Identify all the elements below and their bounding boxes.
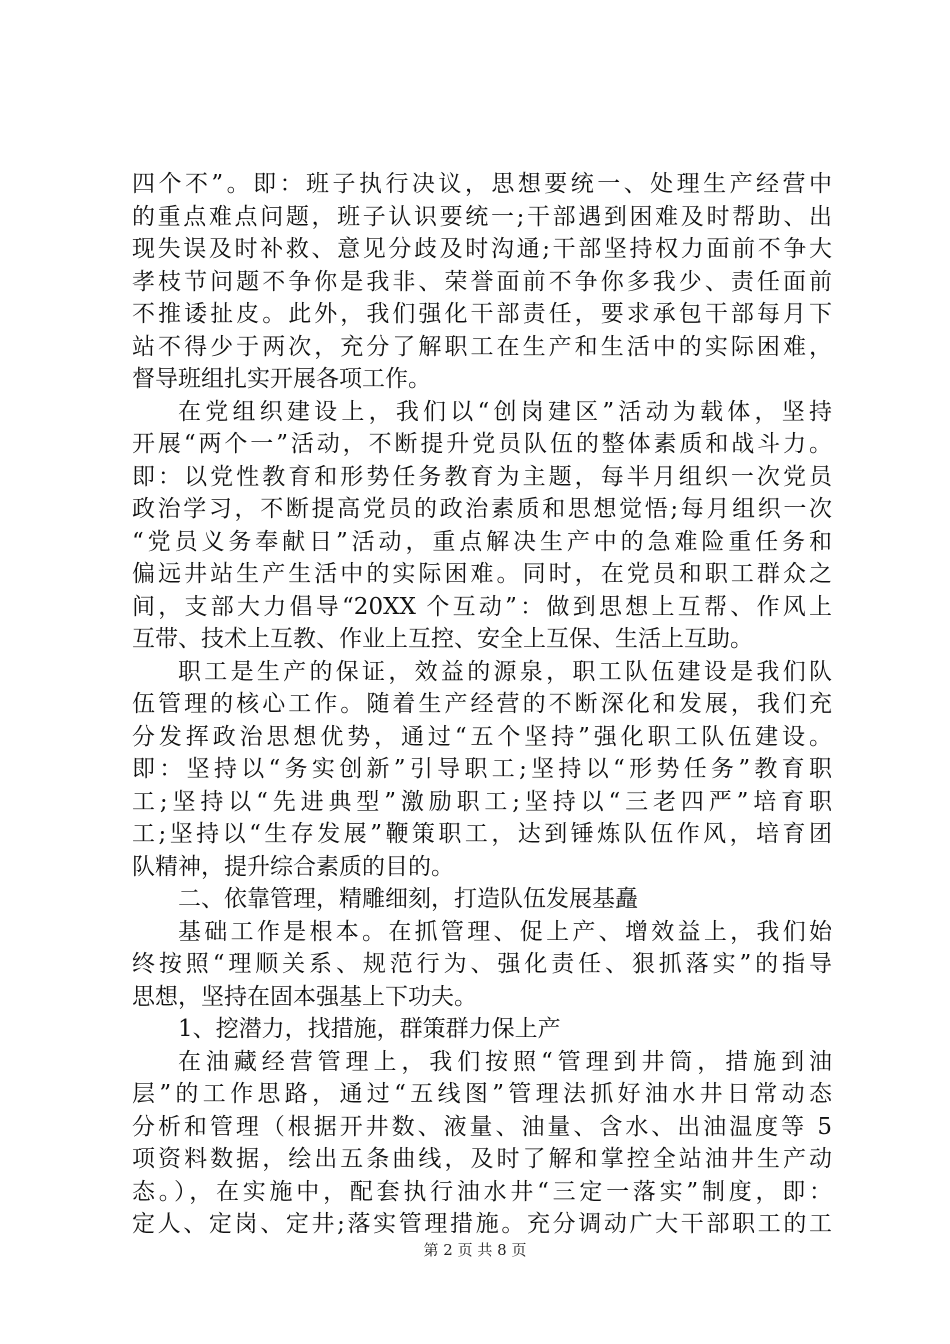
text-line: 基础工作是根本。在抓管理、促上产、增效益上，我们始 <box>178 918 832 945</box>
text-line: 项资料数据，绘出五条曲线，及时了解和掌控全站油井生产动 <box>132 1146 832 1172</box>
text-line: 职工是生产的保证，效益的源泉，职工队伍建设是我们队 <box>178 658 832 685</box>
text-line: 即：以党性教育和形势任务教育为主题，每半月组织一次党员 <box>132 463 832 490</box>
text-line: 思想，坚持在固本强基上下功夫。 <box>132 983 477 1010</box>
text-line: 伍管理的核心工作。随着生产经营的不断深化和发展，我们充 <box>132 691 832 717</box>
text-line: 终按照“理顺关系、规范行为、强化责任、狠抓落实”的指导 <box>132 951 832 977</box>
document-body <box>132 168 832 1241</box>
text-line: 在党组织建设上，我们以“创岗建区”活动为载体，坚持 <box>178 398 832 425</box>
text-line: 四个不”。即：班子执行决议，思想要统一、处理生产经营中 <box>132 171 832 197</box>
page-footer: 第 2 页 共 8 页 <box>423 1241 527 1259</box>
text-line: 站不得少于两次，充分了解职工在生产和生活中的实际困难， <box>132 333 832 360</box>
text-line: 在油藏经营管理上，我们按照“管理到井筒，措施到油 <box>178 1048 832 1075</box>
text-line: 政治学习，不断提高党员的政治素质和思想觉悟;每月组织一次 <box>132 496 832 522</box>
text-line: 分发挥政治思想优势，通过“五个坚持”强化职工队伍建设。 <box>132 723 832 750</box>
text-line: “党员义务奉献日”活动，重点解决生产中的急难险重任务和 <box>132 528 832 555</box>
text-line: 即：坚持以“务实创新”引导职工;坚持以“形势任务”教育职 <box>132 756 832 782</box>
text-line: 工;坚持以“生存发展”鞭策职工，达到锤炼队伍作风，培育团 <box>132 821 832 847</box>
text-line: 互带、技术上互教、作业上互控、安全上互保、生活上互助。 <box>132 626 753 652</box>
text-line: 现失误及时补救、意见分歧及时沟通;干部坚持权力面前不争大 <box>132 236 832 262</box>
text-line: 偏远井站生产生活中的实际困难。同时，在党员和职工群众之 <box>132 561 832 587</box>
text-line: 分析和管理（根据开井数、液量、油量、含水、出油温度等 5 <box>132 1113 832 1140</box>
text-line: 二、依靠管理，精雕细刻，打造队伍发展基矗 <box>178 886 638 912</box>
text-line: 态。），在实施中，配套执行油水井“三定一落实”制度，即： <box>132 1178 832 1205</box>
text-line: 不推诿扯皮。此外，我们强化干部责任，要求承包干部每月下 <box>132 301 832 327</box>
text-line: 层”的工作思路，通过“五线图”管理法抓好油水井日常动态 <box>132 1081 832 1107</box>
text-line: 督导班组扎实开展各项工作。 <box>132 366 431 392</box>
text-line: 1、挖潜力，找措施，群策群力保上产 <box>178 1016 561 1042</box>
text-line: 的重点难点问题，班子认识要统一;干部遇到困难及时帮助、出 <box>132 203 832 230</box>
text-line: 工;坚持以“先进典型”激励职工;坚持以“三老四严”培育职 <box>132 788 832 815</box>
text-line: 开展“两个一”活动，不断提升党员队伍的整体素质和战斗力。 <box>132 431 832 457</box>
text-line: 孝枝节问题不争你是我非、荣誉面前不争你多我少、责任面前 <box>132 268 832 295</box>
text-line: 队精神，提升综合素质的目的。 <box>132 853 454 880</box>
text-line: 定人、定岗、定井;落实管理措施。充分调动广大干部职工的工 <box>132 1211 832 1237</box>
text-line: 间，支部大力倡导“20XX 个互动”：做到思想上互帮、作风上 <box>132 593 832 620</box>
